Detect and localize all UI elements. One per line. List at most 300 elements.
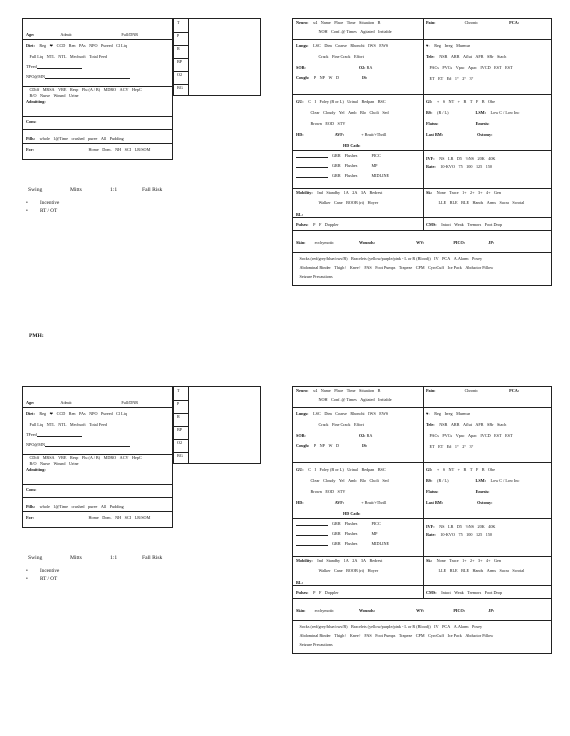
diet-option-3[interactable]: Ren [68, 43, 76, 48]
cms-option-1[interactable]: Weak [454, 590, 464, 595]
diet-option-1[interactable]: ❤ [49, 411, 54, 416]
cms-options[interactable] [438, 222, 502, 227]
sk-options[interactable] [433, 558, 501, 563]
sk-option-b-4[interactable]: Arms [486, 200, 497, 205]
skin-ecchymotic[interactable]: ecchymotic [314, 240, 334, 245]
bs-option-0[interactable]: (R / L) [437, 478, 449, 483]
pills-option-5[interactable]: Pudding [109, 136, 124, 141]
cough-option-1[interactable]: NP [319, 443, 326, 448]
equipment-option-8[interactable]: Ice Pack [447, 633, 462, 638]
tele-option-c-3[interactable]: 1° [454, 444, 459, 449]
rate-option-3[interactable]: 125 [475, 164, 483, 169]
lungs-option-5[interactable]: EWS [379, 43, 389, 48]
gi-option-8[interactable]: Obe [488, 467, 495, 472]
cough-option-1[interactable]: NP [319, 75, 326, 80]
isolation-option-b-1[interactable]: Nurse [39, 93, 50, 98]
bullet-rt-ot[interactable]: • RT / OT [40, 575, 59, 583]
skin-ecchymotic[interactable]: ecchymotic [314, 608, 334, 613]
pills-options[interactable] [36, 136, 124, 141]
pulses-option-2[interactable]: Doppler [324, 222, 339, 227]
isolation-option-3[interactable]: Resp [69, 455, 79, 460]
pills-option-0[interactable]: whole [39, 136, 50, 141]
mobility-option-b-2[interactable]: BOOB (rt) [346, 568, 365, 573]
equipment-option-1[interactable]: Thigh↑ [334, 633, 347, 638]
drain-item-2[interactable]: PICC [371, 153, 381, 158]
bullet-rt-ot[interactable]: • RT / OT [40, 207, 59, 215]
lsm-option-0[interactable]: Low C / Low Inc [490, 110, 520, 115]
cms-option-0[interactable]: Intact [441, 222, 451, 227]
gi-option-3[interactable]: + [457, 467, 461, 472]
drain-item-6[interactable]: GRR [332, 541, 341, 546]
drain-item-7[interactable]: Flushes [344, 541, 358, 546]
for-options[interactable] [85, 147, 150, 152]
gi-option-3[interactable]: + [457, 99, 461, 104]
isolation-option-b-0[interactable]: B/O [29, 93, 37, 98]
vital-bp[interactable]: BP [177, 427, 183, 432]
tele-option-c-1[interactable]: ET [438, 444, 444, 449]
lsm-options[interactable] [487, 110, 519, 115]
isolation-option-4[interactable]: Flu (A / B) [81, 87, 101, 92]
isolation-option-1[interactable]: MRSA [42, 455, 55, 460]
mobility-options[interactable] [314, 558, 383, 563]
diet-option-3[interactable]: Ren [68, 411, 76, 416]
sk-option-3[interactable]: 2+ [470, 190, 475, 195]
ivf-options[interactable] [436, 524, 496, 529]
isolation-option-1[interactable]: MRSA [42, 87, 55, 92]
vital-r[interactable]: R [177, 46, 180, 51]
gi-option-7[interactable]: B [481, 467, 485, 472]
for-options[interactable] [85, 515, 150, 520]
neuro-option-5[interactable]: B [377, 20, 381, 25]
gi-options[interactable] [433, 467, 495, 472]
lungs-option-4[interactable]: IWS [368, 43, 376, 48]
for-option-2[interactable]: NH [115, 147, 122, 152]
tele-option-b-4[interactable]: IVCD [480, 65, 491, 70]
safety-option-3[interactable]: PCA [442, 624, 451, 629]
gu-option-2[interactable]: Foley (B or L) [319, 99, 344, 104]
neuro-options-2[interactable] [315, 29, 392, 34]
mobility-option-b-1[interactable]: Cane [334, 568, 343, 573]
pills-option-0[interactable]: whole [39, 504, 50, 509]
lungs-option-3[interactable]: Rhonchi [350, 411, 365, 416]
mobility-option-b-1[interactable]: Cane [334, 200, 343, 205]
equipment-option-5[interactable]: Trapeze [398, 265, 413, 270]
tele-option-c-1[interactable]: ET [438, 76, 444, 81]
ivf-option-2[interactable]: D5 [456, 524, 462, 529]
mobility-option-4[interactable]: 3A [360, 190, 366, 195]
sk-option-b-1[interactable]: RLE [449, 200, 458, 205]
mobility-option-0[interactable]: Ind [317, 190, 323, 195]
safety-options[interactable] [296, 256, 482, 261]
diet-option-2[interactable]: CCD [56, 43, 66, 48]
gu-options-3[interactable] [307, 121, 345, 126]
sk-option-b-0[interactable]: LLE [438, 200, 447, 205]
rate-option-0[interactable]: 10-KVO [440, 164, 455, 169]
neuro-option-5[interactable]: B [377, 388, 381, 393]
precaution-options[interactable] [296, 642, 333, 647]
equipment-option-2[interactable]: Knee↑ [349, 633, 361, 638]
neuro-option-2[interactable]: Place [334, 388, 344, 393]
pills-option-2[interactable]: crushed [71, 504, 85, 509]
gi-option-5[interactable]: T [469, 467, 473, 472]
sk-option-b-3[interactable]: Hands [472, 568, 484, 573]
heart-options[interactable] [431, 411, 470, 416]
cough-option-0[interactable]: P [313, 443, 317, 448]
gu-option-b-3[interactable]: Amb [348, 110, 357, 115]
isolation-option-5[interactable]: MDRO [103, 87, 117, 92]
mobility-options-2[interactable] [315, 568, 378, 573]
tele-option-b-6[interactable]: EST [505, 433, 513, 438]
pills-option-2[interactable]: crushed [71, 136, 85, 141]
drain-item-4[interactable]: Flushes [344, 531, 358, 536]
gi-option-6[interactable]: F [475, 99, 479, 104]
cms-option-2[interactable]: Tremors [467, 590, 482, 595]
gu-option-b-6[interactable]: Sed [382, 478, 389, 483]
isolation-option-b-3[interactable]: Urine [69, 93, 79, 98]
sk-option-b-6[interactable]: Scrotal [512, 200, 525, 205]
swing-label[interactable]: Swing [28, 555, 43, 561]
diet-option-b-0[interactable]: Full Liq [29, 54, 44, 59]
gu-option-5[interactable]: BSC [377, 467, 386, 472]
tele-option-c-5[interactable]: 3° [469, 76, 474, 81]
gu-option-b-2[interactable]: Yel [338, 110, 345, 115]
tele-options[interactable] [436, 422, 507, 427]
fall-risk-label[interactable]: Fall Risk [142, 187, 163, 193]
isolation-option-6[interactable]: ACV [119, 455, 129, 460]
mobility-option-3[interactable]: 2A [352, 190, 358, 195]
pills-option-3[interactable]: puree [88, 504, 98, 509]
tele-option-b-3[interactable]: Apac [468, 65, 477, 70]
vital-o2[interactable]: O2 [177, 440, 183, 445]
ivf-option-5[interactable]: 40K [488, 156, 496, 161]
equipment-option-7[interactable]: CyroCuff [428, 265, 445, 270]
heart-option-1[interactable]: Irreg [444, 43, 453, 48]
mobility-options-2[interactable] [315, 200, 378, 205]
diet-option-b-0[interactable]: Full Liq [29, 422, 44, 427]
safety-option-5[interactable]: Posey [472, 624, 483, 629]
sk-option-b-1[interactable]: RLE [449, 568, 458, 573]
cms-option-2[interactable]: Tremors [467, 222, 482, 227]
bs-options[interactable] [434, 478, 449, 483]
diet-option-b-2[interactable]: NTL [58, 422, 67, 427]
neuro-option-0[interactable]: x4 [313, 388, 318, 393]
gu-option-c-2[interactable]: STV [337, 121, 346, 126]
equipment-option-1[interactable]: Thigh↑ [334, 265, 347, 270]
sk-option-2[interactable]: 1+ [462, 558, 467, 563]
mobility-option-2[interactable]: 1A [343, 558, 349, 563]
vital-bg[interactable]: BG [177, 453, 183, 458]
ivf-option-1[interactable]: LR [448, 524, 454, 529]
gu-option-b-0[interactable]: Clear [310, 478, 320, 483]
lungs-option-5[interactable]: EWS [379, 411, 389, 416]
gi-option-6[interactable]: F [475, 467, 479, 472]
diet-option-b-4[interactable]: Total Feed [89, 422, 107, 427]
gu-option-c-0[interactable]: Brown [310, 121, 322, 126]
tele-option-b-5[interactable]: EST [494, 433, 502, 438]
heart-options[interactable] [431, 43, 470, 48]
gu-option-b-1[interactable]: Cloudy [323, 478, 336, 483]
isolation-options[interactable] [26, 87, 142, 92]
diet-option-1[interactable]: ❤ [49, 43, 54, 48]
equipment-option-0[interactable]: Abdominal Binder [299, 265, 331, 270]
isolation-option-b-2[interactable]: Wound [53, 461, 66, 466]
tele-options-2[interactable] [426, 65, 513, 70]
gi-option-1[interactable]: S [442, 99, 446, 104]
diet-option-6[interactable]: Pureed [101, 411, 113, 416]
tele-option-c-3[interactable]: 1° [454, 76, 459, 81]
safety-option-3[interactable]: PCA [442, 256, 451, 261]
safety-option-4[interactable]: A.Alarm [453, 624, 469, 629]
gu-option-c-1[interactable]: EOD [325, 489, 335, 494]
tele-option-b-1[interactable]: PVCs [442, 433, 453, 438]
equipment-options[interactable] [296, 633, 493, 638]
bs-options[interactable] [434, 110, 449, 115]
mobility-option-1[interactable]: Standby [326, 558, 341, 563]
tele-option-b-0[interactable]: PACs [429, 433, 439, 438]
ratio-label[interactable]: 1:1 [110, 555, 118, 561]
gu-option-b-1[interactable]: Cloudy [323, 110, 336, 115]
pulses-option-0[interactable]: P [313, 590, 316, 595]
pulses-options[interactable] [310, 590, 339, 595]
equipment-option-0[interactable]: Abdominal Binder [299, 633, 331, 638]
sk-options-2[interactable] [435, 568, 524, 573]
precaution-option-0[interactable]: Seizure Precautions [299, 642, 333, 647]
gi-option-5[interactable]: T [469, 99, 473, 104]
mobility-option-1[interactable]: Standby [326, 190, 341, 195]
diet-option-b-1[interactable]: NTL [46, 54, 55, 59]
gu-option-c-1[interactable]: EOD [325, 121, 335, 126]
tele-option-b-0[interactable]: PACs [429, 65, 439, 70]
gu-option-b-6[interactable]: Sed [382, 110, 389, 115]
diet-option-b-3[interactable]: Mechsoft [69, 422, 86, 427]
diet-option-b-3[interactable]: Mechsoft [69, 54, 86, 59]
heart-option-1[interactable]: Irreg [444, 411, 453, 416]
gu-option-4[interactable]: Bedpan [361, 99, 375, 104]
sk-option-1[interactable]: Trace [449, 558, 459, 563]
vital-bp[interactable]: BP [177, 59, 183, 64]
rate-options[interactable] [437, 164, 492, 169]
diet-options-2[interactable] [26, 422, 107, 427]
equipment-options[interactable] [296, 265, 493, 270]
lungs-option-b-0[interactable]: Crack [318, 422, 329, 427]
diet-options[interactable] [36, 411, 127, 416]
isolation-option-b-0[interactable]: B/O [29, 461, 37, 466]
gi-option-4[interactable]: B [463, 99, 467, 104]
pulses-option-1[interactable]: F [318, 590, 322, 595]
lungs-options[interactable] [310, 43, 389, 48]
tele-option-5[interactable]: Stach [497, 54, 507, 59]
lungs-option-b-1[interactable]: Fine Crack [332, 54, 351, 59]
gu-option-0[interactable]: C [308, 99, 312, 104]
pills-option-1[interactable]: 1@Time [53, 136, 68, 141]
neuro-options[interactable] [310, 20, 381, 25]
isolation-option-7[interactable]: HepC [132, 455, 142, 460]
lungs-options[interactable] [310, 411, 389, 416]
isolation-options[interactable] [26, 455, 142, 460]
sk-option-b-2[interactable]: BLE [461, 568, 470, 573]
lungs-options-2[interactable] [315, 422, 364, 427]
o2-ra[interactable]: RA [366, 65, 373, 70]
pulses-option-0[interactable]: P [313, 222, 316, 227]
ivf-option-0[interactable]: NS [439, 156, 445, 161]
tele-option-0[interactable]: NSR [439, 54, 448, 59]
gu-option-b-3[interactable]: Amb [348, 478, 357, 483]
pills-option-4[interactable]: All [100, 504, 107, 509]
diet-option-b-2[interactable]: NTL [58, 54, 67, 59]
drain-item-8[interactable]: MIDLINE [371, 173, 390, 178]
diet-option-b-4[interactable]: Total Feed [89, 54, 107, 59]
drain-item-1[interactable]: Flushes [344, 521, 358, 526]
mobility-option-0[interactable]: Ind [317, 558, 323, 563]
isolation-option-2[interactable]: VRE [58, 87, 67, 92]
cough-option-2[interactable]: W [328, 75, 333, 80]
sk-option-3[interactable]: 2+ [470, 558, 475, 563]
isolation-options-2[interactable] [26, 93, 79, 98]
ivf-option-0[interactable]: NS [439, 524, 445, 529]
mitts-label[interactable]: Mitts [70, 187, 82, 193]
lungs-option-b-0[interactable]: Crack [318, 54, 329, 59]
for-option-4[interactable]: LR/SOM [134, 147, 151, 152]
safety-option-2[interactable]: IV [434, 624, 439, 629]
tele-option-2[interactable]: Aflut [463, 54, 472, 59]
gu-options-3[interactable] [307, 489, 345, 494]
safety-option-5[interactable]: Posey [472, 256, 483, 261]
pills-option-4[interactable]: All [100, 136, 107, 141]
cough-option-3[interactable]: D [335, 443, 339, 448]
pulses-options[interactable] [310, 222, 339, 227]
rate-option-1[interactable]: 75 [458, 164, 463, 169]
gu-option-b-5[interactable]: Choli [369, 110, 379, 115]
tele-options-3[interactable] [426, 76, 473, 81]
isolation-options-2[interactable] [26, 461, 79, 466]
gi-option-4[interactable]: B [463, 467, 467, 472]
tele-option-c-2[interactable]: E# [446, 76, 452, 81]
drain-item-0[interactable]: GRR [332, 521, 341, 526]
cough-option-0[interactable]: P [313, 75, 317, 80]
diet-option-4[interactable]: PAs [79, 43, 86, 48]
tele-option-4[interactable]: SBr [487, 54, 494, 59]
gi-option-1[interactable]: S [442, 467, 446, 472]
pills-option-1[interactable]: 1@Time [53, 504, 68, 509]
rate-option-2[interactable]: 100 [466, 532, 473, 537]
isolation-option-6[interactable]: ACV [119, 87, 129, 92]
pills-option-3[interactable]: puree [88, 136, 98, 141]
safety-option-4[interactable]: A.Alarm [453, 256, 469, 261]
tele-option-c-4[interactable]: 2° [462, 76, 466, 81]
avf-options[interactable]: + Bruit/+Thrill [361, 132, 387, 137]
mobility-option-2[interactable]: 1A [343, 190, 349, 195]
gu-options[interactable] [305, 467, 386, 472]
lungs-option-b-2[interactable]: Effort [354, 422, 364, 427]
drain-item-4[interactable]: Flushes [344, 163, 358, 168]
drain-item-8[interactable]: MIDLINE [371, 541, 390, 546]
lungs-option-2[interactable]: Coarse [335, 43, 347, 48]
gu-option-5[interactable]: BSC [377, 99, 386, 104]
equipment-option-9[interactable]: Abductor Pillow [465, 633, 494, 638]
lungs-option-0[interactable]: LSC [313, 411, 321, 416]
fall-risk-label[interactable]: Fall Risk [142, 555, 163, 561]
gu-option-b-5[interactable]: Choli [369, 478, 379, 483]
sk-option-4[interactable]: 3+ [478, 190, 483, 195]
isolation-option-2[interactable]: VRE [58, 455, 67, 460]
equipment-option-7[interactable]: CyroCuff [428, 633, 445, 638]
equipment-option-8[interactable]: Ice Pack [447, 265, 462, 270]
tele-option-c-0[interactable]: ET [429, 444, 435, 449]
avf-options[interactable]: + Bruit/+Thrill [361, 500, 387, 505]
sk-option-6[interactable]: Gen [493, 558, 501, 563]
drain-item-1[interactable]: Flushes [344, 153, 358, 158]
tele-option-c-5[interactable]: 3° [469, 444, 474, 449]
isolation-option-7[interactable]: HepC [132, 87, 142, 92]
diet-options[interactable] [36, 43, 127, 48]
lungs-option-b-2[interactable]: Effort [354, 54, 364, 59]
pain-chronic[interactable]: Chronic [464, 20, 479, 25]
gu-option-2[interactable]: Foley (B or L) [319, 467, 344, 472]
tele-option-b-5[interactable]: EST [494, 65, 502, 70]
diet-option-0[interactable]: Reg [39, 43, 47, 48]
safety-options[interactable] [296, 624, 482, 629]
heart-option-0[interactable]: Reg [434, 411, 441, 416]
diet-option-2[interactable]: CCD [56, 411, 66, 416]
sk-option-5[interactable]: 4+ [485, 190, 491, 195]
gu-option-b-4[interactable]: Blo [359, 478, 366, 483]
mitts-label[interactable]: Mitts [70, 555, 82, 561]
heart-option-2[interactable]: Murmur [456, 411, 471, 416]
swing-label[interactable]: Swing [28, 187, 43, 193]
neuro-option-b-0[interactable]: NOH [318, 397, 328, 402]
pulses-option-2[interactable]: Doppler [324, 590, 339, 595]
diet-option-0[interactable]: Reg [39, 411, 47, 416]
for-option-1[interactable]: Dom. [102, 147, 112, 152]
neuro-option-b-3[interactable]: Irritable [378, 397, 392, 402]
tele-options-2[interactable] [426, 433, 513, 438]
rate-option-0[interactable]: 10-KVO [440, 532, 455, 537]
isolation-option-3[interactable]: Resp [69, 87, 79, 92]
gu-option-b-2[interactable]: Yel [338, 478, 345, 483]
tele-option-c-2[interactable]: E# [446, 444, 452, 449]
cough-option-2[interactable]: W [328, 443, 333, 448]
lungs-option-b-1[interactable]: Fine Crack [332, 422, 351, 427]
pain-chronic[interactable]: Chronic [464, 388, 479, 393]
sk-option-b-4[interactable]: Arms [486, 568, 497, 573]
for-option-3[interactable]: SCI [124, 147, 132, 152]
neuro-options-2[interactable] [315, 397, 392, 402]
sk-option-b-5[interactable]: Sacra [499, 568, 509, 573]
equipment-option-9[interactable]: Abductor Pillow [465, 265, 494, 270]
for-option-1[interactable]: Dom. [102, 515, 112, 520]
gu-options-2[interactable] [307, 478, 389, 483]
isolation-option-0[interactable]: CDiff [29, 455, 40, 460]
sk-options[interactable] [433, 190, 501, 195]
neuro-option-4[interactable]: Situation [359, 388, 375, 393]
lsm-option-0[interactable]: Low C / Low Inc [490, 478, 520, 483]
sk-option-b-6[interactable]: Scrotal [512, 568, 525, 573]
isolation-option-b-3[interactable]: Urine [69, 461, 79, 466]
neuro-option-b-1[interactable]: Conf. @ Times [331, 29, 357, 34]
gu-option-c-0[interactable]: Brown [310, 489, 322, 494]
tele-options[interactable] [436, 54, 507, 59]
diet-option-4[interactable]: PAs [79, 411, 86, 416]
gu-option-b-4[interactable]: Blo [359, 110, 366, 115]
gu-options-2[interactable] [307, 110, 389, 115]
vital-t[interactable]: T [177, 20, 180, 25]
gu-option-b-0[interactable]: Clear [310, 110, 320, 115]
equipment-option-6[interactable]: CPM [415, 265, 425, 270]
tele-option-3[interactable]: AFR [475, 54, 484, 59]
neuro-option-b-0[interactable]: NOH [318, 29, 328, 34]
gu-option-1[interactable]: I [314, 99, 316, 104]
for-option-2[interactable]: NH [115, 515, 122, 520]
